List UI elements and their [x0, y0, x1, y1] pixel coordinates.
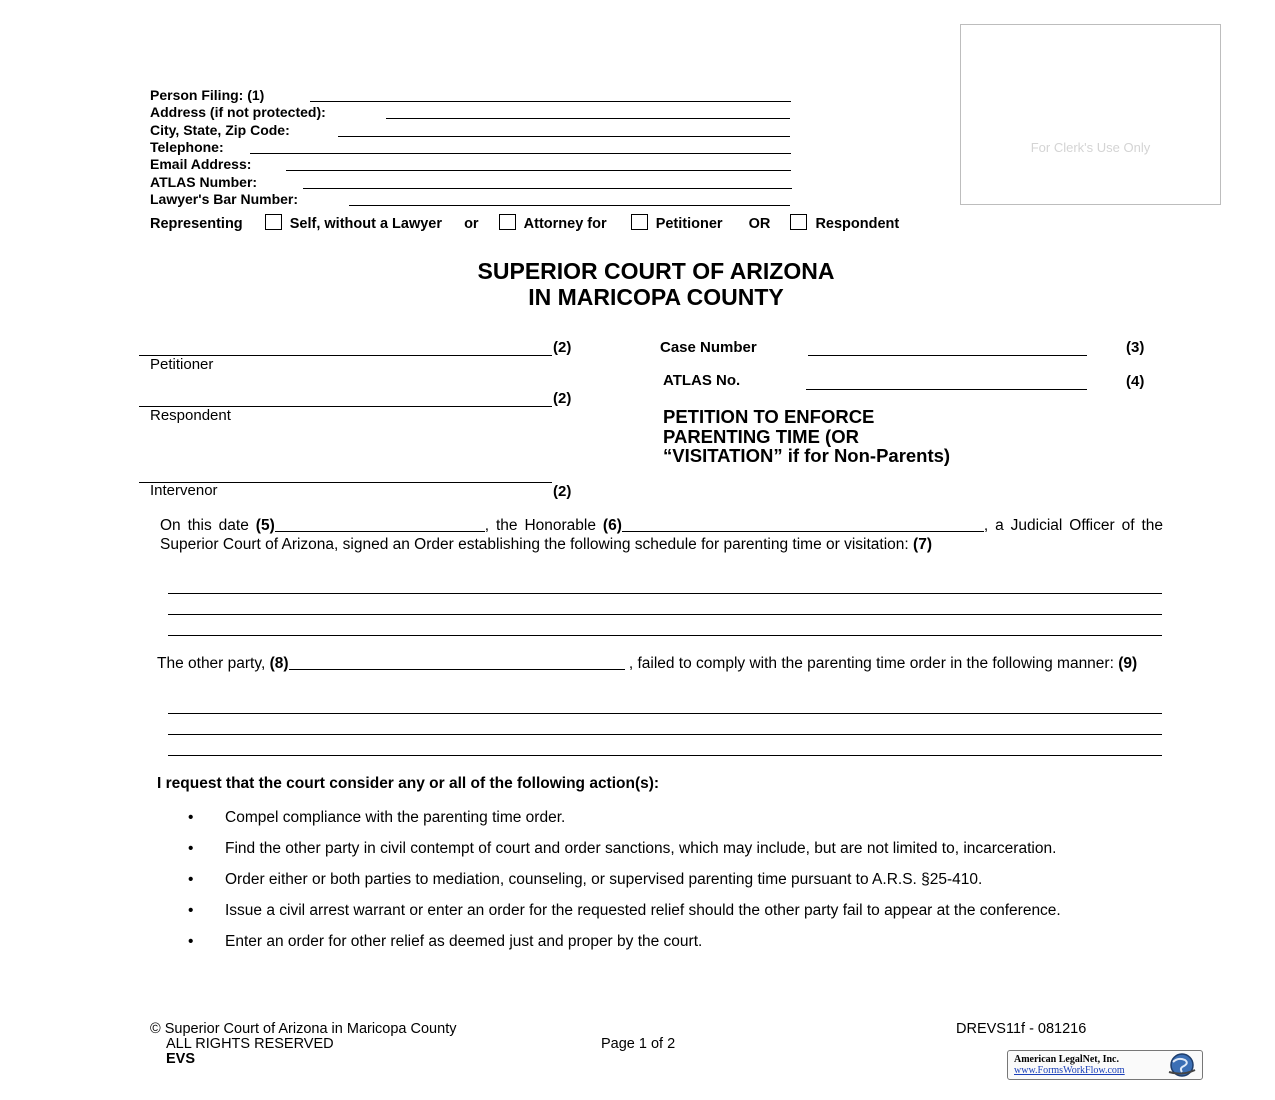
logo-url[interactable]: www.FormsWorkFlow.com	[1014, 1065, 1125, 1076]
p1-text-2: , the Honorable	[484, 517, 603, 534]
p1-ref-7: (7)	[913, 535, 932, 553]
self-checkbox[interactable]	[265, 214, 282, 230]
bullet-text: Order either or both parties to mediation, counseling, or supervised parenting time pursuant to A.R.S. §25-410.	[225, 871, 983, 888]
footer-page-number: Page 1 of 2	[601, 1036, 676, 1052]
p2-ref-8: (8)	[269, 655, 289, 672]
petitioner-checkbox[interactable]	[631, 214, 648, 230]
clerk-use-box	[960, 24, 1221, 205]
manner-line-2[interactable]	[168, 734, 1162, 735]
court-title-line1: SUPERIOR COURT OF ARIZONA	[477, 258, 835, 284]
manner-line-3[interactable]	[168, 755, 1162, 756]
intervenor-label: Intervenor	[150, 482, 218, 499]
bullet-icon: •	[188, 871, 194, 888]
bullet-text: Issue a civil arrest warrant or enter an order for the requested relief should the other party fail to appear at the conference.	[225, 902, 1061, 919]
footer-form-id: DREVS11f - 081216	[956, 1021, 1087, 1037]
or-text: or	[464, 216, 479, 232]
bar-number-label: Lawyer's Bar Number:	[150, 191, 299, 207]
schedule-line-1[interactable]	[168, 593, 1162, 594]
petitioner-ref: (2)	[553, 339, 572, 356]
bullet-icon: •	[188, 840, 194, 857]
list-item	[188, 903, 1163, 919]
schedule-line-2[interactable]	[168, 614, 1162, 615]
footer-copyright: © Superior Court of Arizona in Maricopa County	[150, 1021, 457, 1037]
case-number-ref: (3)	[1126, 339, 1145, 356]
atlas-number-field[interactable]	[303, 188, 792, 189]
p1-text-3: , a Judicial Officer of the Superior Court of Arizona, signed an Order establishing the following schedule for parenting time or visitation:	[160, 517, 1164, 553]
bullet-icon: •	[188, 933, 194, 950]
attorney-checkbox[interactable]	[499, 214, 516, 230]
bullet-text: Compel compliance with the parenting time order.	[225, 809, 566, 826]
intervenor-ref: (2)	[553, 483, 572, 500]
email-field[interactable]	[286, 170, 791, 171]
list-item	[188, 872, 1163, 888]
bullet-icon: •	[188, 809, 194, 826]
telephone-field[interactable]	[250, 153, 791, 154]
atlas-no-ref: (4)	[1126, 373, 1145, 390]
globe-icon	[1165, 1052, 1199, 1078]
respondent-label: Respondent	[150, 407, 231, 424]
respondent-checkbox[interactable]	[790, 214, 807, 230]
self-label: Self, without a Lawyer	[289, 216, 443, 232]
p2-text-2: , failed to comply with the parenting time order in the following manner:	[624, 655, 1119, 672]
telephone-label: Telephone:	[150, 139, 224, 155]
person-filing-field[interactable]	[310, 101, 791, 102]
atlas-no-field[interactable]	[806, 389, 1087, 390]
legalnet-logo[interactable]	[1007, 1050, 1203, 1080]
manner-line-1[interactable]	[168, 713, 1162, 714]
email-label: Email Address:	[150, 156, 252, 172]
or-upper-text: OR	[748, 216, 771, 232]
city-state-zip-label: City, State, Zip Code:	[150, 122, 290, 138]
list-item	[188, 934, 1163, 950]
representing-label: Representing	[150, 216, 243, 232]
judicial-officer-field[interactable]	[622, 517, 984, 532]
atlas-number-label: ATLAS Number:	[150, 174, 258, 190]
document-title-line3: “VISITATION” if for Non-Parents)	[663, 445, 951, 466]
representing-row	[150, 214, 899, 232]
court-title-line2: IN MARICOPA COUNTY	[528, 284, 784, 310]
p1-ref-5: (5)	[255, 517, 275, 534]
petitioner-rep-label: Petitioner	[655, 216, 723, 232]
document-title-line2: PARENTING TIME (OR	[663, 425, 859, 447]
case-number-label: Case Number	[660, 339, 757, 356]
city-state-zip-field[interactable]	[338, 136, 790, 137]
requested-actions-list	[188, 810, 1163, 965]
document-title	[663, 407, 950, 466]
address-label: Address (if not protected):	[150, 104, 326, 120]
petitioner-label: Petitioner	[150, 356, 214, 373]
order-date-field[interactable]	[275, 517, 485, 532]
footer-rights: ALL RIGHTS RESERVED	[166, 1036, 334, 1052]
order-date-paragraph	[160, 517, 1163, 554]
case-number-field[interactable]	[808, 355, 1087, 356]
document-title-line1: PETITION TO ENFORCE	[663, 406, 875, 427]
respondent-ref: (2)	[553, 390, 572, 407]
p2-ref-9: (9)	[1118, 655, 1138, 672]
bar-number-field[interactable]	[349, 205, 790, 206]
p1-ref-6: (6)	[602, 517, 622, 534]
logo-company-name: American LegalNet, Inc.	[1014, 1054, 1119, 1065]
atlas-no-label: ATLAS No.	[663, 372, 741, 389]
clerk-use-label: For Clerk's Use Only	[1030, 140, 1151, 155]
attorney-label: Attorney for	[523, 216, 607, 232]
person-filing-label: Person Filing: (1)	[150, 87, 265, 103]
list-item	[188, 810, 1163, 826]
respondent-rep-label: Respondent	[815, 216, 900, 232]
request-heading: I request that the court consider any or all of the following action(s):	[157, 775, 660, 792]
other-party-field[interactable]	[289, 655, 625, 670]
p2-text-1: The other party,	[157, 655, 270, 672]
bullet-text: Enter an order for other relief as deemed just and proper by the court.	[225, 933, 703, 950]
footer-code: EVS	[166, 1051, 196, 1067]
bullet-text: Find the other party in civil contempt of court and order sanctions, which may include, but are not limited to, incarceration.	[225, 840, 1057, 857]
p1-text-1: On this date	[160, 517, 256, 534]
list-item	[188, 841, 1163, 857]
schedule-line-3[interactable]	[168, 635, 1162, 636]
bullet-icon: •	[188, 902, 194, 919]
noncompliance-paragraph	[157, 655, 1163, 674]
address-field[interactable]	[386, 118, 790, 119]
